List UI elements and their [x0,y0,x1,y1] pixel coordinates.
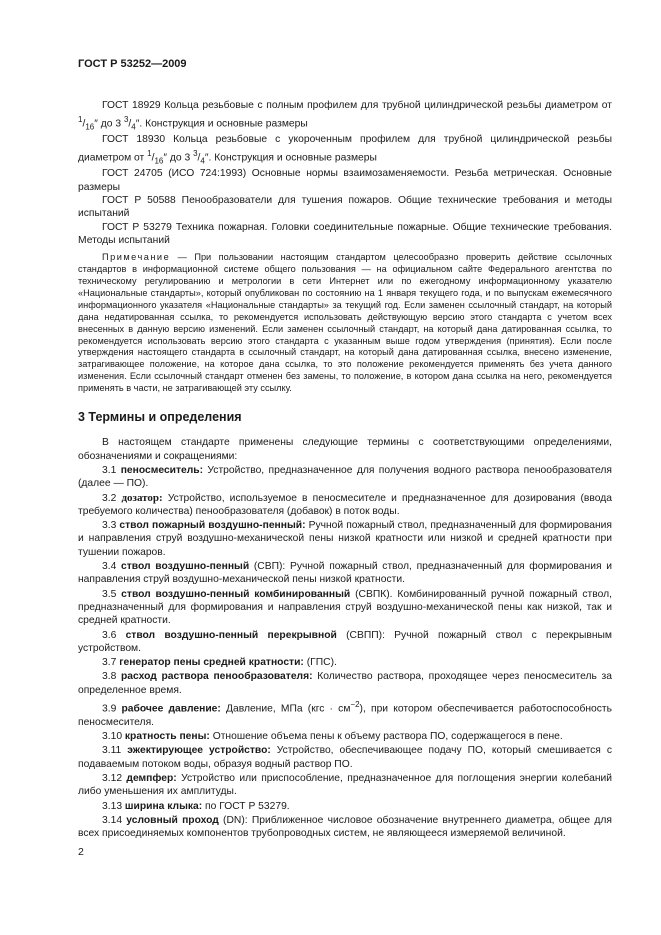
term-3-12: 3.12 демпфер: Устройство или приспособление, предназначенное для поглощения энергии колебаний либо уменьшения их амплитуды. [78,772,613,798]
note-text: — При пользовании настоящим стандартом целесообразно проверить действие ссылочных стандартов в информационной системе общего пользования — на официальном сайте Федерального агентства по техническому регулированию и метрологии в сети Интернет или по ежегодному информационному указателю «Национальные стандарты», который опубликован по состоянию на 1 января текущего года, и по выпускам ежемесячного информационного указателя «Национальные стандарты» за текущий год. Если заменен ссылочный стандарт, на который дана недатированная ссылка, то рекомендуется использовать действующую версию этого стандарта с учетом всех внесенных в данную версию изменений. Если заменен ссылочный стандарт, на который дана датированная ссылка, то рекомендуется использовать версию этого стандарта с указанным выше годом утверждения (принятия). Если после утверждения настоящего стандарта в ссылочный стандарт, на который дана датированная ссылка, внесено изменение, затрагивающее положение, на которое дана ссылка, то это положение рекомендуется применять без учета данного изменения. Если ссылочный стандарт отменен без замены, то положение, в котором дана ссылка на него, рекомендуется применять в части, не затрагивающей эту ссылку. [78,252,612,394]
section-intro: В настоящем стандарте применены следующие термины с соответствующими определениями, обозначениями и сокращениями: [78,437,612,462]
term-3-13: 3.13 ширина клыка: по ГОСТ Р 53279. [102,800,290,812]
note-label: Примечание [102,252,171,263]
term-3-6: 3.6 ствол воздушно-пенный перекрывной (СВПП): Ручной пожарный ствол с перекрывным устройством. [78,629,612,654]
term-3-9: 3.9 рабочее давление: Давление, МПа $(кгс \cdot см^{-2})$, при котором обеспечивается работоспособность пеносмесителя. [78,700,612,728]
term-label: ствол пожарный воздушно-пенный: [119,520,306,532]
reference-gost-r-50588: ГОСТ Р 50588 Пенообразователи для тушения пожаров. Общие технические требования и методы испытаний [78,195,612,220]
page-number: 2 [78,846,84,858]
document-page [78,58,612,840]
term-label: расход раствора пенообразователя: [121,671,313,683]
term-3-2: 3.2 дозатор: Устройство, используемое в пеносмесителе и предназначенное для дозирования (ввода требуемого количества) пенообразователя (добавок) в поток воды. [78,491,612,517]
term-label: условный проход [126,814,219,826]
term-3-10: 3.10 кратность пены: Отношение объема пены к объему раствора ПО, содержащегося в пене. [102,731,563,743]
term-label: пеносмеситель: [120,464,204,476]
term-label: ствол воздушно-пенный перекрывной [125,629,337,641]
reference-gost-24705: ГОСТ 24705 (ИСО 724:1993) Основные нормы взаимозаменяемости. Резьба метрическая. Основные размеры [78,168,612,193]
term-label: ствол воздушно-пенный [121,561,250,573]
term-3-11: 3.11 эжектирующее устройство: Устройство, обеспечивающее подачу ПО, который смешивается с подаваемым потоком воды, образуя водный раствор ПО. [78,745,613,770]
term-label: дозатор: [121,491,163,504]
term-label: демпфер: [126,772,177,784]
reference-gost-18929: ГОСТ 18929 Кольца резьбовые с полным профилем для трубной цилиндрической резьбы диаметром от $^1/_{16}''$ до 3 $^3/_4''$. Конструкция и основные размеры [78,100,612,132]
term-3-3: 3.3 ствол пожарный воздушно-пенный: Ручной пожарный ствол, предназначенный для формирования и направления струй воздушно-механической пены низкой кратности или низкой и средней кратности при тушении пожаров. [78,520,612,558]
reference-gost-r-53279: ГОСТ Р 53279 Техника пожарная. Головки соединительные пожарные. Общие технические требования. Методы испытаний [78,221,612,246]
section-title: 3 Термины и определения [78,410,242,425]
term-3-8: 3.8 расход раствора пенообразователя: Количество раствора, проходящее через пеносмеситель за определенное время. [78,671,612,696]
term-label: ствол воздушно-пенный комбинированный [121,588,351,600]
reference-gost-18930: ГОСТ 18930 Кольца резьбовые с укороченным профилем для трубной цилиндрической резьбы диаметром от $^1/_{16}''$ до 3 $^3/_4''$. Конструкция и основные размеры [78,134,612,166]
term-3-1: 3.1 пеносмеситель: Устройство, предназначенное для получения водного раствора пенообразователя (далее — ПО). [78,464,612,490]
term-3-5: 3.5 ствол воздушно-пенный комбинированный (СВПК). Комбинированный ручной пожарный ствол, предназначенный для формирования и направления струй воздушно-механической пены как низкой, так и средней кратности. [78,588,612,627]
term-label: генератор пены средней кратности: [119,657,304,669]
term-3-14: 3.14 условный проход (DN): Приближенное числовое обозначение внутреннего диаметра, общее для всех присоединяемых компонентов трубопроводных систем, не являющееся измеряемой величиной. [78,814,612,840]
term-label: эжектирующее устройство: [127,745,271,757]
term-label: рабочее давление: [121,703,221,715]
term-label: кратность пены: [124,731,210,743]
term-label: ширина клыка: [124,800,203,812]
term-3-7: 3.7 генератор пены средней кратности: (ГПС). [102,657,337,669]
document-code-header: ГОСТ Р 53252—2009 [78,58,187,70]
term-3-4: 3.4 ствол воздушно-пенный (СВП): Ручной пожарный ствол, предназначенный для формирования и направления струй воздушно-механической пены низкой кратности. [78,561,612,586]
note-paragraph [78,252,612,395]
